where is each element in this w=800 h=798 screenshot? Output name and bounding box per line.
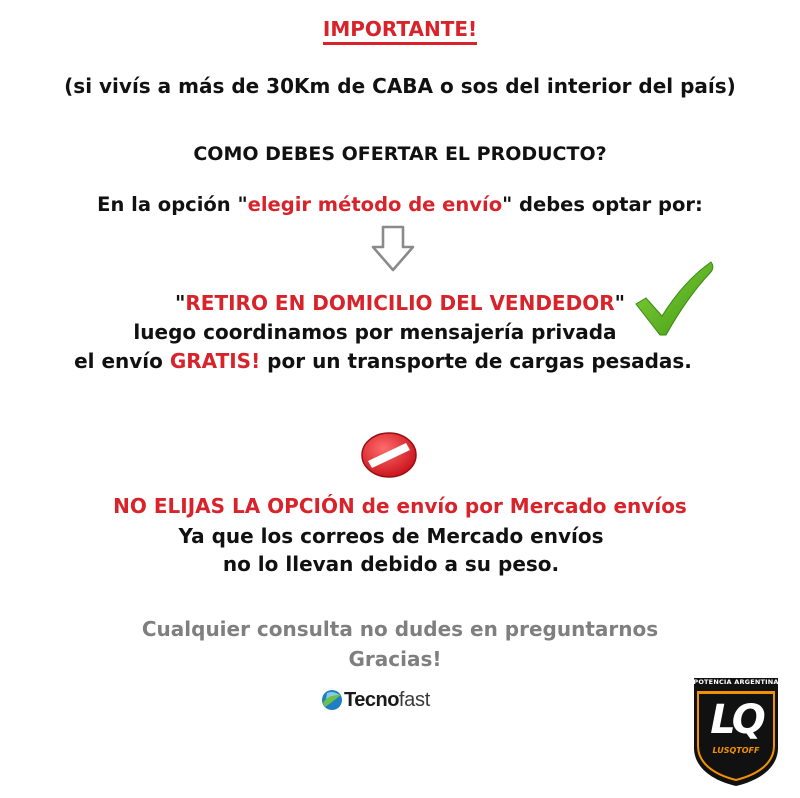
lusqtoff-badge bbox=[692, 676, 780, 788]
no-entry-icon bbox=[360, 431, 418, 479]
option-no-line2: Ya que los correos de Mercado envíos bbox=[178, 524, 604, 548]
down-arrow-icon bbox=[370, 225, 416, 273]
footer-line2: Gracias! bbox=[348, 647, 442, 671]
line3-before: el envío bbox=[74, 349, 170, 373]
title-row bbox=[0, 16, 800, 45]
option-ok-name: RETIRO EN DOMICILIO DEL VENDEDOR bbox=[185, 291, 615, 315]
brand-part1: Tecno bbox=[344, 688, 399, 711]
footer-line1: Cualquier consulta no dudes en preguntarnos bbox=[141, 617, 659, 641]
option-no-line3: no lo llevan debido a su peso. bbox=[222, 552, 560, 576]
brand-part2: fast bbox=[398, 688, 430, 711]
checkmark-icon bbox=[632, 260, 716, 338]
badge-monogram: LQ bbox=[710, 697, 762, 743]
subtitle: (si vivís a más de 30Km de CABA o sos del interior del país) bbox=[64, 74, 736, 98]
option-ok-line3 bbox=[0, 349, 783, 373]
option-no-rest: de envío por Mercado envíos bbox=[354, 494, 687, 518]
line3-after: por un transporte de cargas pesadas. bbox=[260, 349, 692, 373]
quote-close: " bbox=[614, 291, 626, 315]
badge-bottom-text: LUSQTOFF bbox=[712, 746, 760, 755]
instruction-after: " debes optar por: bbox=[502, 193, 703, 216]
question-heading: COMO DEBES OFERTAR EL PRODUCTO? bbox=[193, 143, 607, 165]
free-highlight: GRATIS! bbox=[169, 349, 261, 373]
instruction-before: En la opción " bbox=[97, 193, 248, 216]
option-ok-line2: luego coordinamos por mensajería privada bbox=[133, 320, 617, 344]
instruction-highlight: elegir método de envío bbox=[247, 193, 503, 216]
option-no-highlight: NO ELIJAS LA OPCIÓN bbox=[113, 494, 355, 518]
option-no-line1 bbox=[0, 494, 800, 518]
badge-top-text: POTENCIA ARGENTINA bbox=[693, 678, 779, 686]
quote-open: " bbox=[174, 291, 186, 315]
tecnofast-logo bbox=[321, 688, 430, 712]
page-title: IMPORTANTE! bbox=[323, 16, 477, 45]
instruction-line bbox=[0, 193, 800, 216]
globe-logo-icon bbox=[321, 689, 343, 711]
